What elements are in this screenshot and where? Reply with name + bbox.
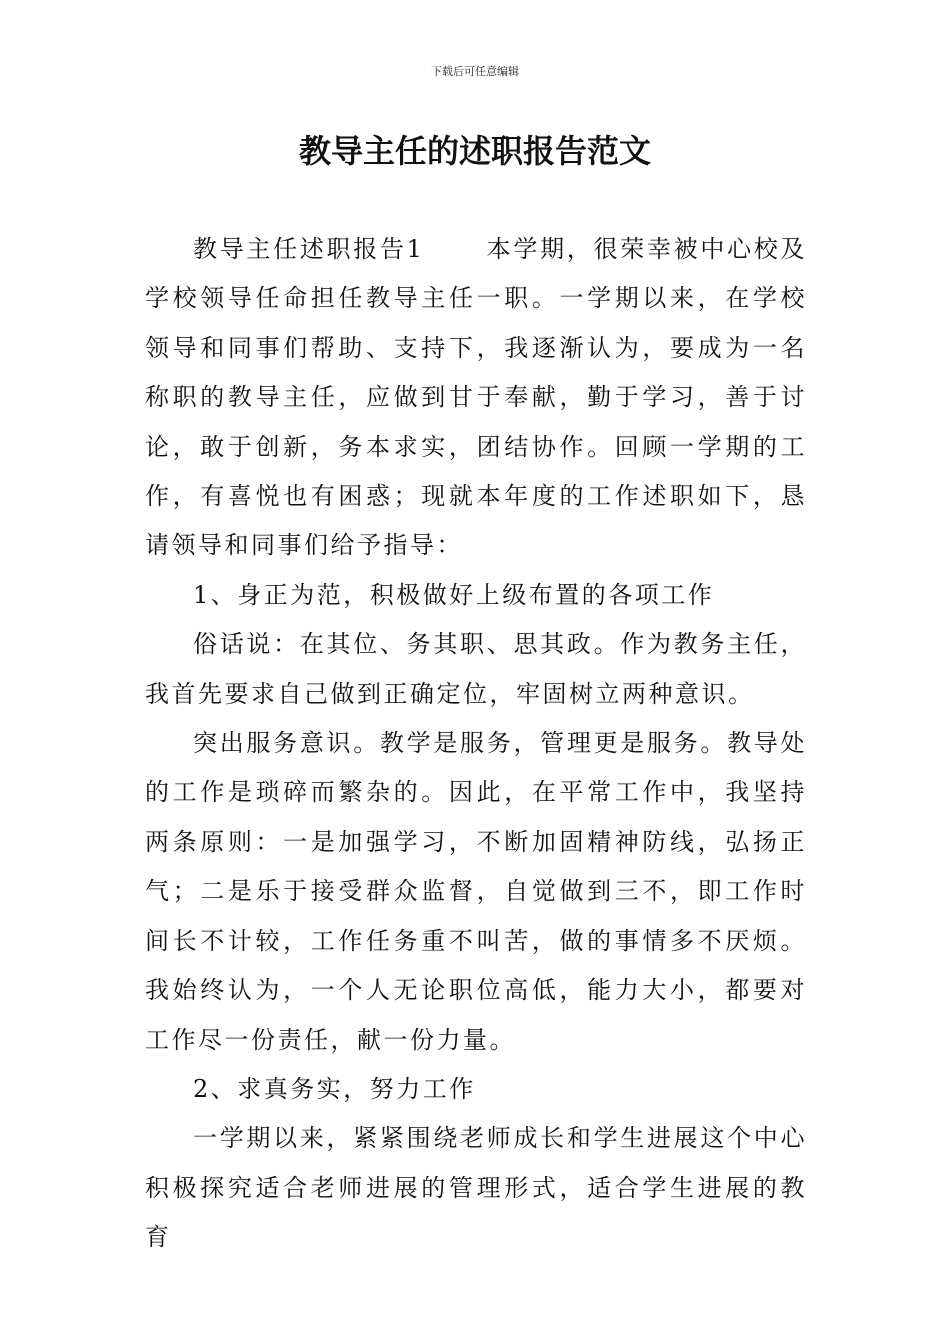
paragraph-intro-text: 本学期，很荣幸被中心校及学校领导任命担任教导主任一职。一学期以来，在学校领导和同事们帮助、支持下，我逐渐认为，要成为一名称职的教导主任，应做到甘于奉献，勤于学习，善于讨论，敢于创新，务本求实，团结协作。回顾一学期的工作，有喜悦也有困惑；现就本年度的工作述职如下，恳请领导和同事们给予指导： [145, 235, 807, 560]
document-title: 教导主任的述职报告范文 [298, 132, 651, 170]
paragraph: 一学期以来，紧紧围绕老师成长和学生进展这个中心积极探究适合老师进展的管理形式，适合学生进展的教育 [145, 1124, 807, 1252]
paragraph-intro [145, 225, 807, 571]
document-body [145, 225, 807, 1263]
paragraph: 俗话说：在其位、务其职、思其政。作为教务主任，我首先要求自己做到正确定位，牢固树立两种意识。 [145, 630, 807, 708]
section-heading-2: 2、求真务实，努力工作 [193, 1074, 476, 1103]
page-header-note: 下载后可任意编辑 [431, 65, 519, 78]
paragraph: 突出服务意识。教学是服务，管理更是服务。教导处的工作是琐碎而繁杂的。因此，在平常工作中，我坚持两条原则：一是加强学习，不断加固精神防线，弘扬正气；二是乐于接受群众监督，自觉做到三不，即工作时间长不计较，工作任务重不叫苦，做的事情多不厌烦。我始终认为，一个人无论职位高低，能力大小，都要对工作尽一份责任，献一份力量。 [145, 729, 807, 1054]
report-lead: 教导主任述职报告1 [193, 235, 425, 263]
section-heading-1: 1、身正为范，积极做好上级布置的各项工作 [193, 580, 715, 609]
